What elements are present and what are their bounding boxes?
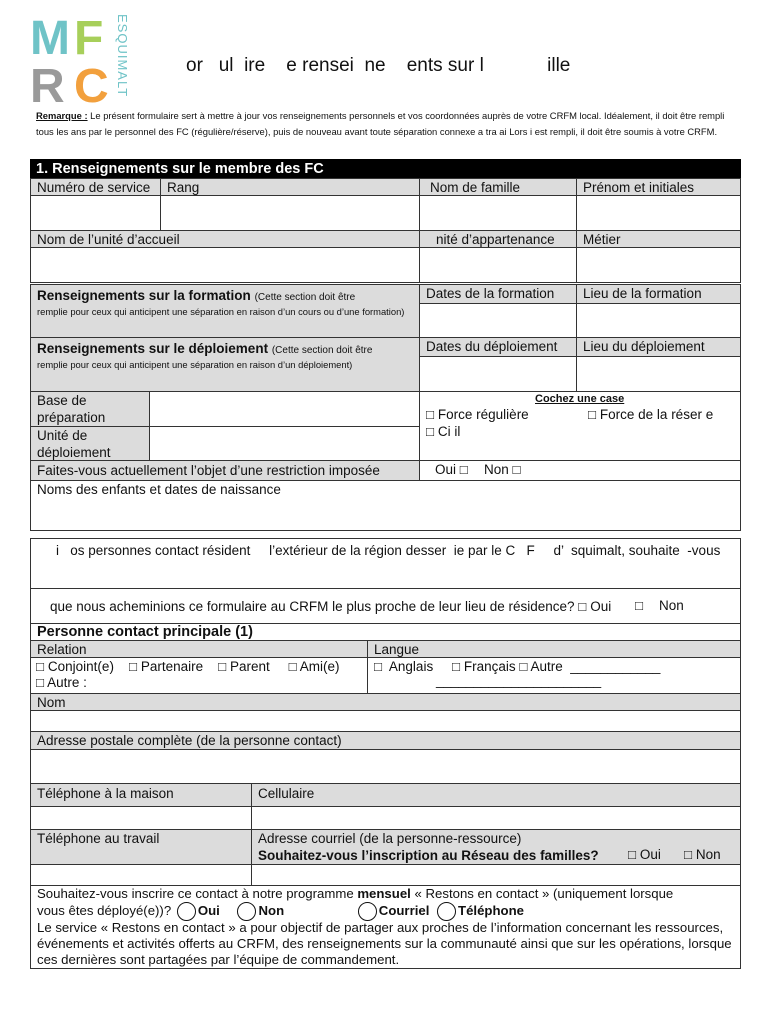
rank-field[interactable] <box>160 195 420 231</box>
program-line2a: vous êtes déployé(e))? <box>37 902 172 918</box>
unit-label: Unité de déploiement <box>30 426 150 461</box>
network-question: Souhaitez-vous l’inscription au Réseau des familles? <box>258 848 599 863</box>
name-label: Nom <box>30 693 741 711</box>
remark-text: Le présent formulaire sert à mettre à jour vos renseignements personnels et vos coordonnées auprès de votre CRFM local. Idéalement, il doit être rempli tous les ans par le personnel des FC (régulière/réserve), puis de nouveau avant toute séparation connexe a tra ai Lors i est rempli, il doit être soumis à votre CRFM. <box>36 110 725 137</box>
program-line2 <box>37 902 734 920</box>
training-title: Renseignements sur la formation <box>37 288 251 303</box>
force-regular-checkbox[interactable]: □ Force régulière <box>426 407 529 422</box>
relation-other-checkbox[interactable]: □ Autre : <box>36 675 87 690</box>
program-email-label: Courriel <box>378 902 430 918</box>
logo-c: C <box>74 60 109 104</box>
program-description: Le service « Restons en contact » a pour objectif de partager aux proches de l’information concernant les ressources, événements et activités offerts au CRFM, des renseignements sur la communauté ainsi que sur les opérations, lorsque ces dernières sont partagées par l’équipe de commandement. <box>37 920 732 967</box>
program-box <box>30 885 741 969</box>
program-monthly: mensuel <box>357 886 411 901</box>
relation-checkboxes[interactable]: □ Conjoint(e) □ Partenaire □ Parent □ Ami(e) <box>36 659 340 674</box>
address-label: Adresse postale complète (de la personne contact) <box>30 731 741 750</box>
outside-line1: i os personnes contact résident l’extérieur de la région desser ie par le C F d’ squimalt, souhaite -vous <box>56 543 721 558</box>
restriction-choice <box>419 460 741 481</box>
parent-unit-field[interactable] <box>419 247 577 283</box>
name-field[interactable] <box>30 710 741 732</box>
training-dates-label: Dates de la formation <box>419 284 577 304</box>
civilian-checkbox[interactable]: □ Ci il <box>426 424 461 439</box>
language-label: Langue <box>367 640 741 658</box>
network-no-checkbox[interactable]: □ Non <box>684 847 721 862</box>
home-unit-field[interactable] <box>30 247 420 283</box>
relation-options <box>30 657 368 694</box>
outside-line2-box <box>30 588 741 624</box>
parent-unit-label: nité d’appartenance <box>419 230 577 248</box>
restriction-label: Faites-vous actuellement l’objet d’une restriction imposée <box>30 460 420 481</box>
first-name-field[interactable] <box>576 195 741 231</box>
unit-field[interactable] <box>149 426 420 461</box>
outside-region-box <box>30 538 741 589</box>
program-email-radio[interactable] <box>358 902 377 921</box>
deploy-title: Renseignements sur le déploiement <box>37 341 269 356</box>
children-field[interactable]: Noms des enfants et dates de naissance <box>30 480 741 531</box>
cell-label: Cellulaire <box>251 783 741 807</box>
home-phone-label: Téléphone à la maison <box>30 783 252 807</box>
deploy-dates-label: Dates du déploiement <box>419 337 577 357</box>
service-number-label: Numéro de service <box>30 178 161 196</box>
restriction-yes-checkbox[interactable]: Oui □ <box>435 462 468 477</box>
deploy-place-label: Lieu du déploiement <box>576 337 741 357</box>
program-line1c: « Restons en contact » (uniquement lorsque <box>410 886 674 901</box>
work-phone-field[interactable] <box>30 864 252 886</box>
deploy-title-row <box>31 340 419 359</box>
rank-label: Rang <box>160 178 420 196</box>
training-section <box>30 284 420 338</box>
cell-field[interactable] <box>251 806 741 830</box>
outside-no-checkbox[interactable]: □ <box>635 598 644 613</box>
outside-line2[interactable]: que nous acheminions ce formulaire au CRFM le plus proche de leur lieu de résidence? □ Oui <box>50 599 612 614</box>
restriction-no-checkbox[interactable]: Non □ <box>484 462 521 477</box>
program-no-label: Non <box>258 902 285 918</box>
remark-label: Remarque : <box>36 110 88 121</box>
section1-header: 1. Renseignements sur le membre des FC <box>30 159 741 179</box>
email-label-box <box>251 829 741 865</box>
program-line1 <box>37 886 734 902</box>
deploy-dates-field[interactable] <box>419 356 577 392</box>
program-no-radio[interactable] <box>237 902 256 921</box>
program-line1a: Souhaitez-vous inscrire ce contact à notre programme <box>37 886 358 901</box>
trade-field[interactable] <box>576 247 741 283</box>
language-checkboxes[interactable]: □ Anglais □ Français □ Autre ____________ <box>374 659 661 674</box>
logo-side-text: ESQUIMALT <box>115 14 130 98</box>
deploy-place-field[interactable] <box>576 356 741 392</box>
deployment-section <box>30 337 420 392</box>
program-yes-radio[interactable] <box>177 902 196 921</box>
base-label: Base de préparation <box>30 391 150 427</box>
logo-r: R <box>30 60 65 104</box>
base-field[interactable] <box>149 391 420 427</box>
address-field[interactable] <box>30 749 741 784</box>
deploy-note1: (Cette section doit être <box>271 345 373 356</box>
contact-header: Personne contact principale (1) <box>30 623 741 641</box>
logo-f: F <box>74 12 104 65</box>
mfrc-logo <box>30 12 142 104</box>
email-field[interactable] <box>251 864 741 886</box>
form-title: or ul ire e rensei ne ents sur l ille <box>186 55 571 76</box>
training-title-row <box>31 287 419 306</box>
program-phone-radio[interactable] <box>437 902 456 921</box>
training-dates-field[interactable] <box>419 303 577 338</box>
email-label: Adresse courriel (de la personne-ressource) <box>258 831 522 846</box>
first-name-label: Prénom et initiales <box>576 178 741 196</box>
program-phone-label: Téléphone <box>458 902 524 918</box>
work-phone-label: Téléphone au travail <box>30 829 252 865</box>
outside-no-label: Non <box>659 598 684 613</box>
program-yes-label: Oui <box>197 902 220 918</box>
network-yes-checkbox[interactable]: □ Oui <box>628 847 661 862</box>
force-choice-box <box>419 391 741 461</box>
language-options <box>367 657 741 694</box>
training-note2: remplie pour ceux qui anticipent une séparation en raison d’un cours ou d’une formation) <box>37 306 405 317</box>
relation-label: Relation <box>30 640 368 658</box>
last-name-field[interactable] <box>419 195 577 231</box>
trade-label: Métier <box>576 230 741 248</box>
home-unit-label: Nom de l’unité d’accueil <box>30 230 420 248</box>
training-note1: (Cette section doit être <box>254 292 356 303</box>
language-other-line[interactable]: ______________________ <box>436 673 602 688</box>
training-place-label: Lieu de la formation <box>576 284 741 304</box>
remark <box>36 108 736 140</box>
check-one-label: Cochez une case <box>535 393 625 405</box>
last-name-label: Nom de famille <box>419 178 577 196</box>
service-number-field[interactable] <box>30 195 161 231</box>
deploy-note2: remplie pour ceux qui anticipent une séparation en raison d’un déploiement) <box>37 359 353 370</box>
training-place-field[interactable] <box>576 303 741 338</box>
logo-m: M <box>30 12 70 65</box>
home-phone-field[interactable] <box>30 806 252 830</box>
force-reserve-checkbox[interactable]: □ Force de la réser e <box>588 407 714 422</box>
